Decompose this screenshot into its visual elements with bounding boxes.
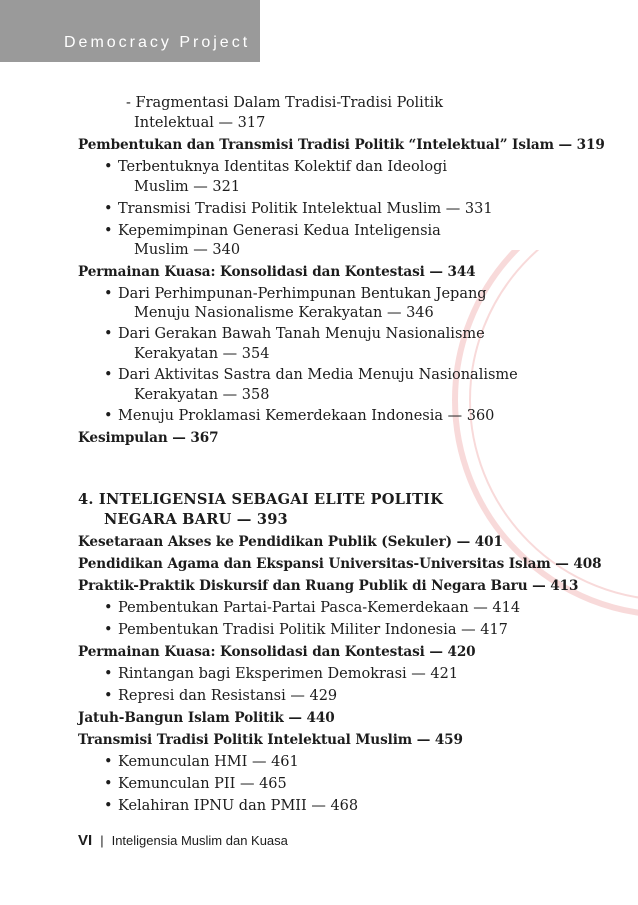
toc-entry: • Dari Aktivitas Sastra dan Media Menuju Nasionalisme	[104, 367, 518, 383]
toc-section: Jatuh-Bangun Islam Politik — 440	[78, 710, 335, 726]
toc-entry: - Fragmentasi Dalam Tradisi-Tradisi Politik	[126, 95, 444, 111]
toc-entry: • Terbentuknya Identitas Kolektif dan Ideologi	[104, 159, 448, 175]
toc-entry-continued: Kerakyatan — 358	[134, 387, 270, 403]
toc-entry: • Dari Gerakan Bawah Tanah Menuju Nasionalisme	[104, 326, 485, 342]
footer-separator: |	[100, 833, 104, 848]
toc-chapter-title-continued: NEGARA BARU — 393	[104, 511, 288, 528]
toc-section: Kesimpulan — 367	[78, 430, 219, 446]
toc-section: Kesetaraan Akses ke Pendidikan Publik (Sekuler) — 401	[78, 534, 503, 550]
page-number: VI	[78, 832, 93, 849]
bullet-icon: •	[104, 798, 113, 814]
toc-entry: • Pembentukan Tradisi Politik Militer Indonesia — 417	[104, 622, 508, 638]
toc-section: Transmisi Tradisi Politik Intelektual Muslim — 459	[78, 732, 463, 748]
bullet-icon: •	[104, 776, 113, 792]
toc-section: Praktik-Praktik Diskursif dan Ruang Publik di Negara Baru — 413	[78, 578, 579, 594]
toc-entry: • Menuju Proklamasi Kemerdekaan Indonesia — 360	[104, 408, 495, 424]
toc-section: Pembentukan dan Transmisi Tradisi Politik “Intelektual” Islam — 319	[78, 137, 605, 153]
bullet-icon: •	[104, 223, 113, 239]
toc-entry-continued: Kerakyatan — 354	[134, 346, 270, 362]
toc-section: Pendidikan Agama dan Ekspansi Universitas-Universitas Islam — 408	[78, 556, 602, 572]
running-header	[0, 0, 260, 62]
toc-entry: • Kemunculan PII — 465	[104, 776, 287, 792]
toc-section: Permainan Kuasa: Konsolidasi dan Kontestasi — 344	[78, 264, 476, 280]
bullet-icon: •	[104, 326, 113, 342]
bullet-icon: •	[104, 408, 113, 424]
bullet-icon: •	[104, 367, 113, 383]
toc-entry: • Rintangan bagi Eksperimen Demokrasi — 421	[104, 666, 459, 682]
bullet-icon: •	[104, 754, 113, 770]
toc-chapter-title: 4. INTELIGENSIA SEBAGAI ELITE POLITIK	[78, 491, 444, 508]
bullet-icon: •	[104, 666, 113, 682]
bullet-icon: •	[104, 688, 113, 704]
bullet-icon: •	[104, 201, 113, 217]
footer-book-title: Inteligensia Muslim dan Kuasa	[111, 833, 288, 848]
bullet-icon: •	[104, 600, 113, 616]
toc-entry: • Pembentukan Partai-Partai Pasca-Kemerdekaan — 414	[104, 600, 521, 616]
toc-entry: • Dari Perhimpunan-Perhimpunan Bentukan Jepang	[104, 286, 487, 302]
toc-entry: • Kemunculan HMI — 461	[104, 754, 299, 770]
toc-entry-continued: Menuju Nasionalisme Kerakyatan — 346	[134, 305, 434, 321]
toc-entry: • Transmisi Tradisi Politik Intelektual Muslim — 331	[104, 201, 493, 217]
toc-entry: • Represi dan Resistansi — 429	[104, 688, 338, 704]
bullet-icon: •	[104, 159, 113, 175]
toc-section: Permainan Kuasa: Konsolidasi dan Kontestasi — 420	[78, 644, 476, 660]
toc-entry-continued: Muslim — 340	[134, 242, 241, 258]
running-header-title: Democracy Project	[64, 34, 251, 51]
bullet-icon: •	[104, 286, 113, 302]
toc-entry-continued: Intelektual — 317	[134, 115, 266, 131]
toc-entry: • Kepemimpinan Generasi Kedua Inteligensia	[104, 223, 441, 239]
page-footer	[78, 832, 288, 849]
toc-entry: • Kelahiran IPNU dan PMII — 468	[104, 798, 359, 814]
toc-entry-continued: Muslim — 321	[134, 179, 241, 195]
bullet-icon: •	[104, 622, 113, 638]
